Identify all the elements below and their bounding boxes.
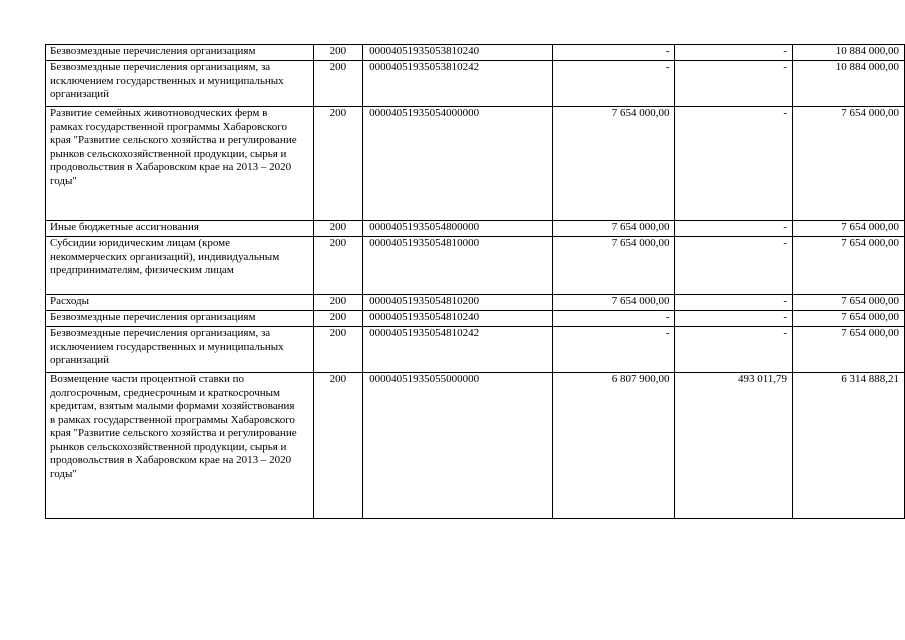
line-code-cell: 200	[313, 373, 362, 519]
line-code-cell: 200	[313, 45, 362, 61]
executed-amount-cell: 493 011,79	[675, 373, 793, 519]
executed-amount-cell: -	[675, 107, 793, 221]
table-row	[46, 327, 905, 373]
table-row	[46, 311, 905, 327]
item-name-cell: Иные бюджетные ассигнования	[46, 221, 314, 237]
line-code-cell: 200	[313, 295, 362, 311]
budget-classification-code-cell: 00004051935053810240	[363, 45, 553, 61]
executed-amount-cell: -	[675, 221, 793, 237]
unexecuted-amount-cell: 10 884 000,00	[793, 61, 905, 107]
approved-amount-cell: 7 654 000,00	[553, 237, 675, 295]
budget-classification-code-cell: 00004051935055000000	[363, 373, 553, 519]
item-name-cell: Безвозмездные перечисления организациям, за исключением государственных и муниципальных организаций	[46, 327, 314, 373]
line-code-cell: 200	[313, 107, 362, 221]
approved-amount-cell: -	[553, 311, 675, 327]
approved-amount-cell: 7 654 000,00	[553, 221, 675, 237]
budget-execution-table	[45, 44, 905, 519]
table-row	[46, 295, 905, 311]
approved-amount-cell: 6 807 900,00	[553, 373, 675, 519]
budget-classification-code-cell: 00004051935054810200	[363, 295, 553, 311]
line-code-cell: 200	[313, 221, 362, 237]
executed-amount-cell: -	[675, 237, 793, 295]
unexecuted-amount-cell: 7 654 000,00	[793, 237, 905, 295]
line-code-cell: 200	[313, 327, 362, 373]
budget-classification-code-cell: 00004051935054810000	[363, 237, 553, 295]
unexecuted-amount-cell: 7 654 000,00	[793, 311, 905, 327]
table-row	[46, 221, 905, 237]
item-name-cell: Расходы	[46, 295, 314, 311]
unexecuted-amount-cell: 7 654 000,00	[793, 327, 905, 373]
budget-classification-code-cell: 00004051935053810242	[363, 61, 553, 107]
unexecuted-amount-cell: 6 314 888,21	[793, 373, 905, 519]
table-row	[46, 373, 905, 519]
executed-amount-cell: -	[675, 295, 793, 311]
table-body	[46, 45, 905, 519]
approved-amount-cell: -	[553, 61, 675, 107]
unexecuted-amount-cell: 7 654 000,00	[793, 295, 905, 311]
budget-classification-code-cell: 00004051935054810240	[363, 311, 553, 327]
executed-amount-cell: -	[675, 45, 793, 61]
table-row	[46, 107, 905, 221]
item-name-cell: Безвозмездные перечисления организациям, за исключением государственных и муниципальных организаций	[46, 61, 314, 107]
table-row	[46, 237, 905, 295]
executed-amount-cell: -	[675, 61, 793, 107]
executed-amount-cell: -	[675, 327, 793, 373]
approved-amount-cell: -	[553, 45, 675, 61]
table-row	[46, 45, 905, 61]
budget-classification-code-cell: 00004051935054800000	[363, 221, 553, 237]
line-code-cell: 200	[313, 311, 362, 327]
unexecuted-amount-cell: 7 654 000,00	[793, 107, 905, 221]
line-code-cell: 200	[313, 61, 362, 107]
line-code-cell: 200	[313, 237, 362, 295]
item-name-cell: Возмещение части процентной ставки по долгосрочным, среднесрочным и краткосрочным кредитам, взятым малыми формами хозяйствования в рамках государственной программы Хабаровского края "Развитие сельского хозяйства и регулирование рынков сельскохозяйственной продукции, сырья и продовольствия в Хабаровском крае на 2013 – 2020 годы"	[46, 373, 314, 519]
item-name-cell: Безвозмездные перечисления организациям	[46, 45, 314, 61]
item-name-cell: Безвозмездные перечисления организациям	[46, 311, 314, 327]
executed-amount-cell: -	[675, 311, 793, 327]
unexecuted-amount-cell: 7 654 000,00	[793, 221, 905, 237]
approved-amount-cell: -	[553, 327, 675, 373]
unexecuted-amount-cell: 10 884 000,00	[793, 45, 905, 61]
approved-amount-cell: 7 654 000,00	[553, 107, 675, 221]
approved-amount-cell: 7 654 000,00	[553, 295, 675, 311]
budget-classification-code-cell: 00004051935054000000	[363, 107, 553, 221]
item-name-cell: Субсидии юридическим лицам (кроме некоммерческих организаций), индивидуальным предпринимателям, физическим лицам	[46, 237, 314, 295]
item-name-cell: Развитие семейных животноводческих ферм в рамках государственной программы Хабаровского края "Развитие сельского хозяйства и регулирование рынков сельскохозяйственной продукции, сырья и продовольствия в Хабаровском крае на 2013 – 2020 годы"	[46, 107, 314, 221]
budget-classification-code-cell: 00004051935054810242	[363, 327, 553, 373]
table-row	[46, 61, 905, 107]
